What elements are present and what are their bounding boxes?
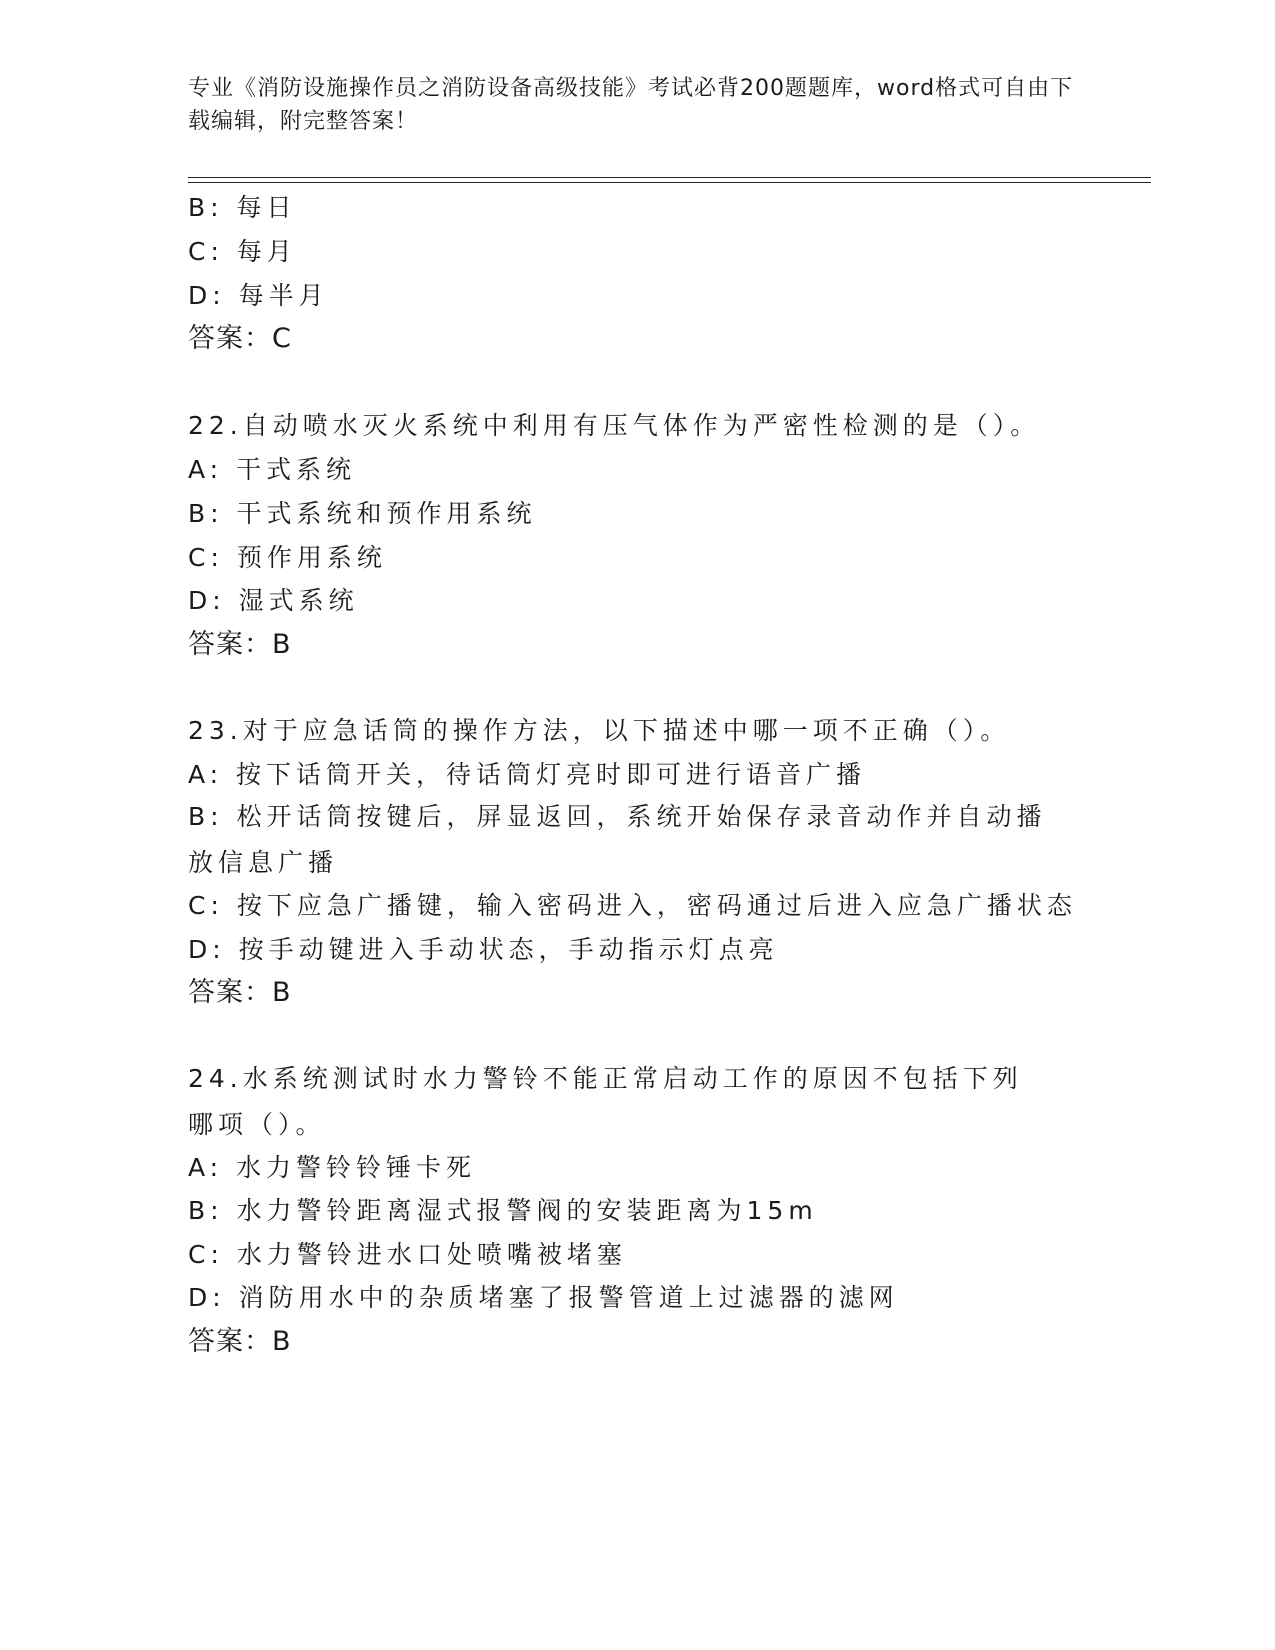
document-header: 专业《消防设施操作员之消防设备高级技能》考试必背200题题库，word格式可自由下载编辑，附完整答案！ bbox=[188, 76, 1074, 134]
option-b: B: 松开话筒按键后，屏显返回，系统开始保存录音动作并自动播放信息广播 bbox=[188, 802, 1047, 877]
option-b: B: 每日 bbox=[188, 193, 297, 222]
answer: 答案：C bbox=[188, 323, 292, 354]
option-a: A: 按下话筒开关，待话筒灯亮时即可进行语音广播 bbox=[188, 760, 867, 789]
option-d: D: 按手动键进入手动状态，手动指示灯点亮 bbox=[188, 935, 779, 964]
option-d: D: 湿式系统 bbox=[188, 586, 359, 615]
question-stem: 22.自动喷水灭火系统中利用有压气体作为严密性检测的是（）。 bbox=[188, 411, 1041, 440]
option-a: A: 水力警铃铃锤卡死 bbox=[188, 1153, 477, 1182]
answer: 答案：B bbox=[188, 1326, 292, 1357]
option-b: B: 干式系统和预作用系统 bbox=[188, 499, 537, 528]
option-c: C: 预作用系统 bbox=[188, 543, 387, 572]
option-c: C: 按下应急广播键，输入密码进入，密码通过后进入应急广播状态 bbox=[188, 891, 1077, 920]
option-c: C: 每月 bbox=[188, 237, 297, 266]
header-divider bbox=[188, 177, 1151, 178]
header-divider bbox=[188, 182, 1151, 183]
option-b: B: 水力警铃距离湿式报警阀的安装距离为15m bbox=[188, 1196, 818, 1225]
question-stem: 24.水系统测试时水力警铃不能正常启动工作的原因不包括下列哪项（）。 bbox=[188, 1064, 1023, 1139]
answer: 答案：B bbox=[188, 629, 292, 660]
option-a: A: 干式系统 bbox=[188, 455, 357, 484]
answer: 答案：B bbox=[188, 977, 292, 1008]
question-stem: 23.对于应急话筒的操作方法，以下描述中哪一项不正确（）。 bbox=[188, 716, 1011, 745]
option-d: D: 消防用水中的杂质堵塞了报警管道上过滤器的滤网 bbox=[188, 1283, 899, 1312]
option-d: D: 每半月 bbox=[188, 281, 329, 310]
option-c: C: 水力警铃进水口处喷嘴被堵塞 bbox=[188, 1240, 627, 1269]
